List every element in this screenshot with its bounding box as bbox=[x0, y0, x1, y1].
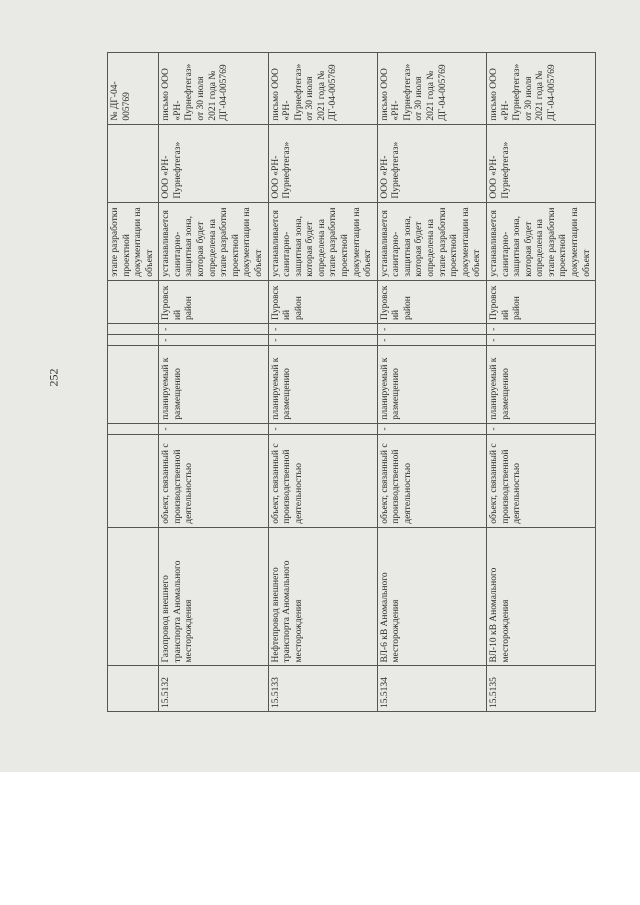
cell-description: устанавливается санитарно-защитная зона, которая будет определена на этапе разработки проектной документации на объект bbox=[377, 202, 486, 280]
cell-org: ООО «РН-Пурнефтегаз» bbox=[486, 124, 595, 202]
cell-description: этапе разработки проектной документации на объект bbox=[108, 202, 159, 280]
cell-document: письмо ООО «РН-Пурнефтегаз» от 30 июля 2021 года № ДГ-04-005769 bbox=[159, 53, 268, 125]
cell-type: объект, связанный с производственной деятельностью bbox=[268, 434, 377, 527]
cell-name: ВЛ-10 кВ Аномального месторождения bbox=[486, 527, 595, 666]
cell-document: письмо ООО «РН-Пурнефтегаз» от 30 июля 2021 года № ДГ-04-005769 bbox=[377, 53, 486, 125]
cell-org: ООО «РН-Пурнефтегаз» bbox=[159, 124, 268, 202]
cell-description: устанавливается санитарно-защитная зона, которая будет определена на этапе разработки проектной документации на объект bbox=[159, 202, 268, 280]
cell-dash: - bbox=[159, 423, 268, 434]
cell-dash: - bbox=[159, 324, 268, 335]
table-row bbox=[159, 53, 268, 712]
table-row-continuation bbox=[108, 53, 159, 712]
cell-status: планируемый к размещению bbox=[159, 345, 268, 423]
cell-id: 15.5135 bbox=[486, 666, 595, 712]
cell-district: Пуровский район bbox=[159, 280, 268, 323]
cell-status: планируемый к размещению bbox=[486, 345, 595, 423]
cell-name: Газопровод внешнего транспорта Аномального месторождения bbox=[159, 527, 268, 666]
cell-id: 15.5133 bbox=[268, 666, 377, 712]
page-number: 252 bbox=[46, 368, 61, 387]
rotated-table-container bbox=[107, 52, 592, 712]
cell-type: объект, связанный с производственной деятельностью bbox=[159, 434, 268, 527]
cell-type: объект, связанный с производственной деятельностью bbox=[486, 434, 595, 527]
cell-dash: - bbox=[377, 423, 486, 434]
cell-dash: - bbox=[159, 334, 268, 345]
cell-district: Пуровский район bbox=[377, 280, 486, 323]
cell-type: объект, связанный с производственной деятельностью bbox=[377, 434, 486, 527]
table-row bbox=[377, 53, 486, 712]
cell-description: устанавливается санитарно-защитная зона, которая будет определена на этапе разработки проектной документации на объект bbox=[486, 202, 595, 280]
cell-id: 15.5134 bbox=[377, 666, 486, 712]
cell-document: письмо ООО «РН-Пурнефтегаз» от 30 июля 2021 года № ДГ-04-005769 bbox=[486, 53, 595, 125]
cell-dash: - bbox=[486, 423, 595, 434]
cell-dash: - bbox=[268, 423, 377, 434]
cell-status: планируемый к размещению bbox=[377, 345, 486, 423]
cell-status: планируемый к размещению bbox=[268, 345, 377, 423]
cell-name: Нефтепровод внешнего транспорта Аномального месторождения bbox=[268, 527, 377, 666]
cell-district: Пуровский район bbox=[486, 280, 595, 323]
cell-id: 15.5132 bbox=[159, 666, 268, 712]
cell-district: Пуровский район bbox=[268, 280, 377, 323]
cell-name: ВЛ-6 кВ Аномального месторождения bbox=[377, 527, 486, 666]
cell-dash: - bbox=[486, 334, 595, 345]
cell-dash: - bbox=[377, 324, 486, 335]
cell-document: № ДГ-04-005769 bbox=[108, 53, 159, 125]
table-row bbox=[268, 53, 377, 712]
objects-table bbox=[107, 52, 596, 712]
cell-document: письмо ООО «РН-Пурнефтегаз» от 30 июля 2021 года № ДГ-04-005769 bbox=[268, 53, 377, 125]
table-row bbox=[486, 53, 595, 712]
cell-org: ООО «РН-Пурнефтегаз» bbox=[268, 124, 377, 202]
cell-dash: - bbox=[268, 334, 377, 345]
cell-dash: - bbox=[486, 324, 595, 335]
cell-dash: - bbox=[268, 324, 377, 335]
cell-org: ООО «РН-Пурнефтегаз» bbox=[377, 124, 486, 202]
cell-dash: - bbox=[377, 334, 486, 345]
cell-description: устанавливается санитарно-защитная зона, которая будет определена на этапе разработки проектной документации на объект bbox=[268, 202, 377, 280]
